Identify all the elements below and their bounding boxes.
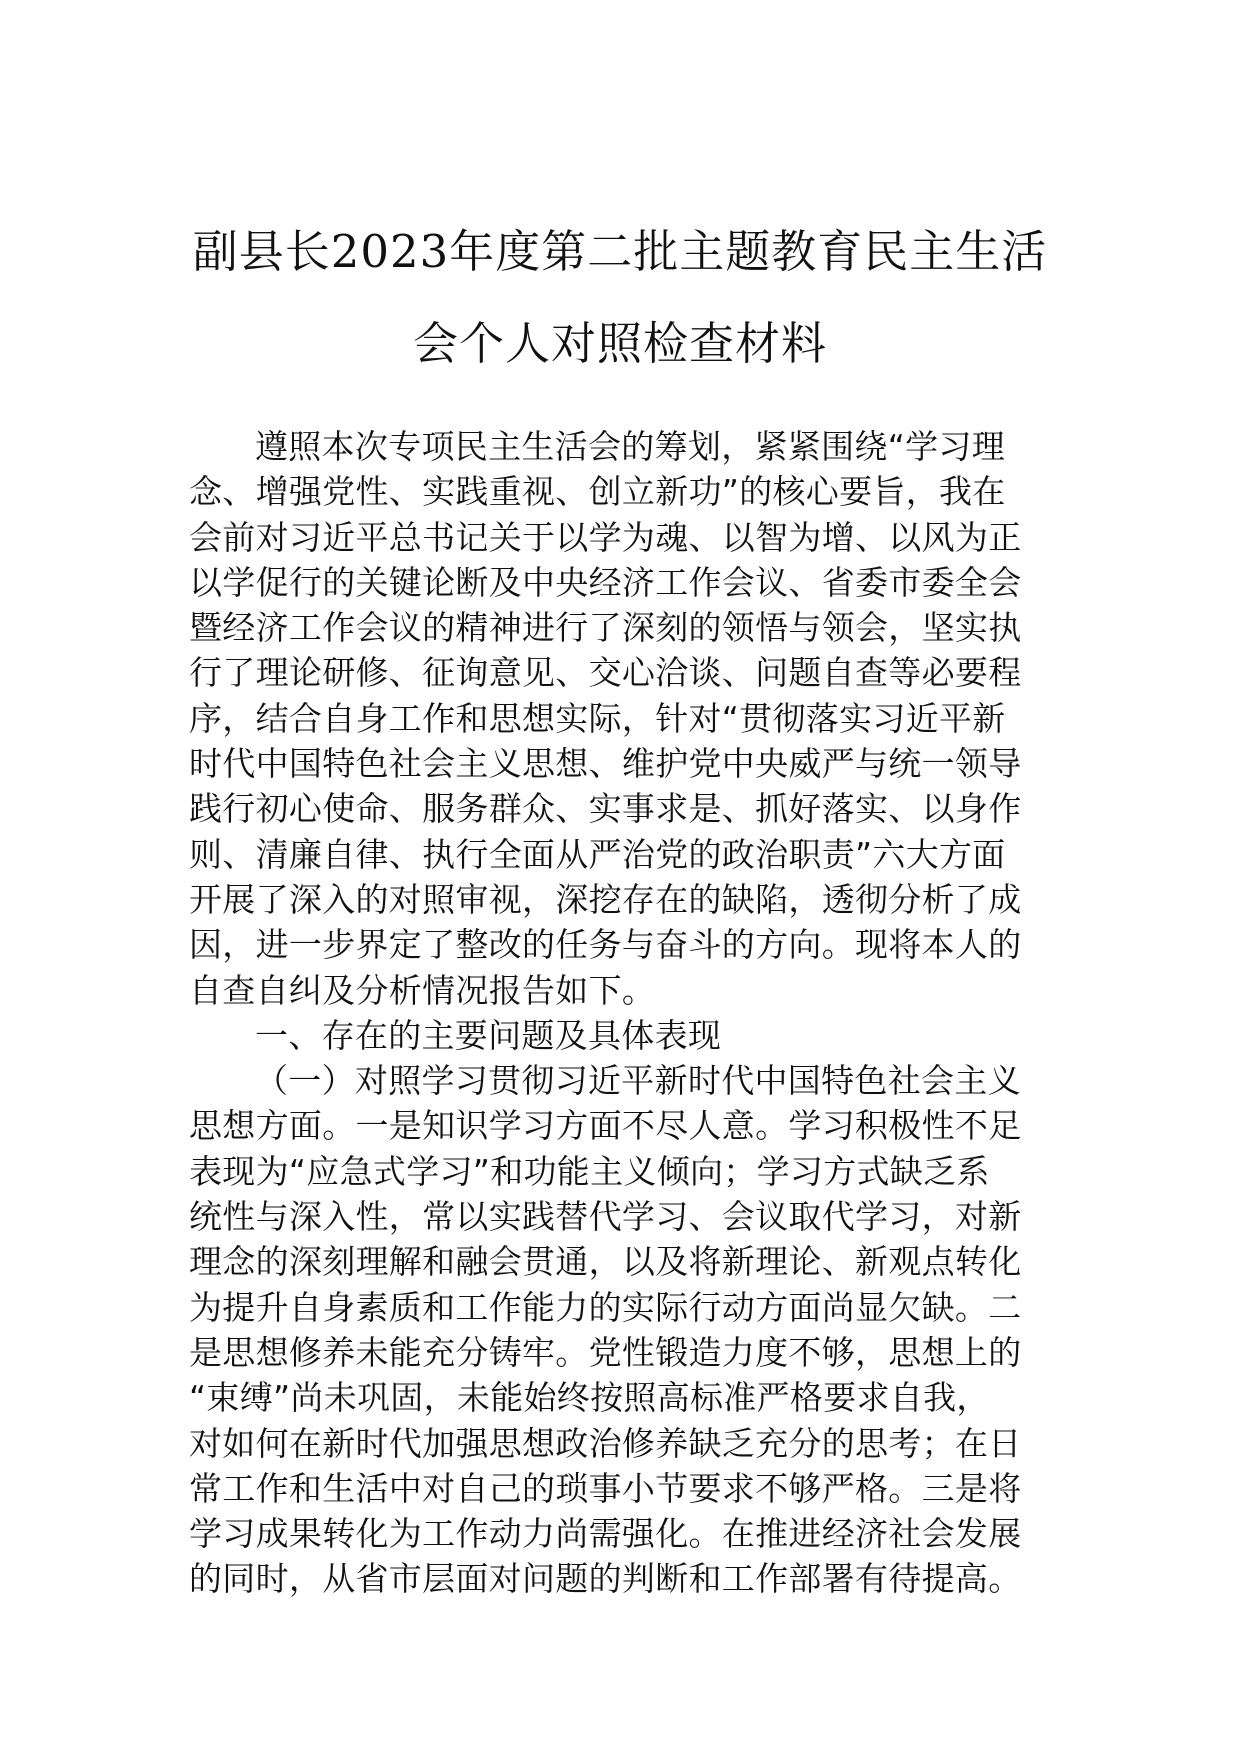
paragraph-2-line: 思想方面。一是知识学习方面不尽人意。学习积极性不足	[189, 1106, 1022, 1146]
paragraph-2-line: 统性与深入性，常以实践替代学习、会议取代学习，对新	[189, 1197, 1022, 1237]
paragraph-2-line: 理念的深刻理解和融会贯通，以及将新理论、新观点转化	[189, 1242, 1022, 1282]
paragraph-1-line: 会前对习近平总书记关于以学为魂、以智为增、以风为正	[189, 517, 1022, 557]
paragraph-2-line: 表现为“应急式学习”和功能主义倾向；学习方式缺乏系	[189, 1151, 990, 1191]
paragraph-2-line: 对如何在新时代加强思想政治修养缺乏充分的思考；在日	[189, 1423, 1022, 1463]
paragraph-2-line: “束缚”尚未巩固，未能始终按照高标准严格要求自我，	[189, 1378, 990, 1418]
paragraph-1-line: 践行初心使命、服务群众、实事求是、抓好落实、以身作	[189, 789, 1022, 829]
paragraph-1-line: 时代中国特色社会主义思想、维护党中央威严与统一领导	[189, 744, 1022, 784]
paragraph-2-line: （一）对照学习贯彻习近平新时代中国特色社会主义	[255, 1061, 1021, 1101]
paragraph-1-line: 开展了深入的对照审视，深挖存在的缺陷，透彻分析了成	[189, 879, 1022, 919]
paragraph-1-line: 则、清廉自律、执行全面从严治党的政治职责”六大方面	[189, 834, 1006, 874]
paragraph-1-line: 因，进一步界定了整改的任务与奋斗的方向。现将本人的	[189, 925, 1022, 965]
paragraph-2-line: 是思想修养未能充分铸牢。党性锻造力度不够，思想上的	[189, 1332, 1022, 1372]
document-title	[150, 206, 1090, 390]
paragraph-2-line: 学习成果转化为工作动力尚需强化。在推进经济社会发展	[189, 1514, 1022, 1554]
paragraph-1-line: 遵照本次专项民主生活会的筹划，紧紧围绕“学习理	[255, 427, 1005, 466]
paragraph-1-line: 暨经济工作会议的精神进行了深刻的领悟与领会，坚实执	[189, 608, 1022, 648]
paragraph-2-line: 常工作和生活中对自己的琐事小节要求不够严格。三是将	[189, 1468, 1022, 1508]
section-heading: 一、存在的主要问题及具体表现	[255, 1015, 722, 1055]
paragraph-1-line: 序，结合自身工作和思想实际，针对“贯彻落实习近平新	[189, 698, 1006, 738]
paragraph-1-line: 以学促行的关键论断及中央经济工作会议、省委市委全会	[189, 562, 1022, 602]
title-line-1: 副县长2023年度第二批主题教育民主生活	[192, 225, 1048, 278]
paragraph-2-line: 的同时，从省市层面对问题的判断和工作部署有待提高。	[189, 1559, 1022, 1599]
paragraph-1-line: 念、增强党性、实践重视、创立新功”的核心要旨，我在	[189, 472, 1006, 512]
title-line-2: 会个人对照检查材料	[412, 317, 827, 370]
paragraph-2-line: 为提升自身素质和工作能力的实际行动方面尚显欠缺。二	[189, 1287, 1022, 1327]
paragraph-1-line: 自查自纠及分析情况报告如下。	[189, 970, 656, 1010]
paragraph-1-line: 行了理论研修、征询意见、交心洽谈、问题自查等必要程	[189, 653, 1022, 693]
document-body	[189, 424, 1059, 1602]
